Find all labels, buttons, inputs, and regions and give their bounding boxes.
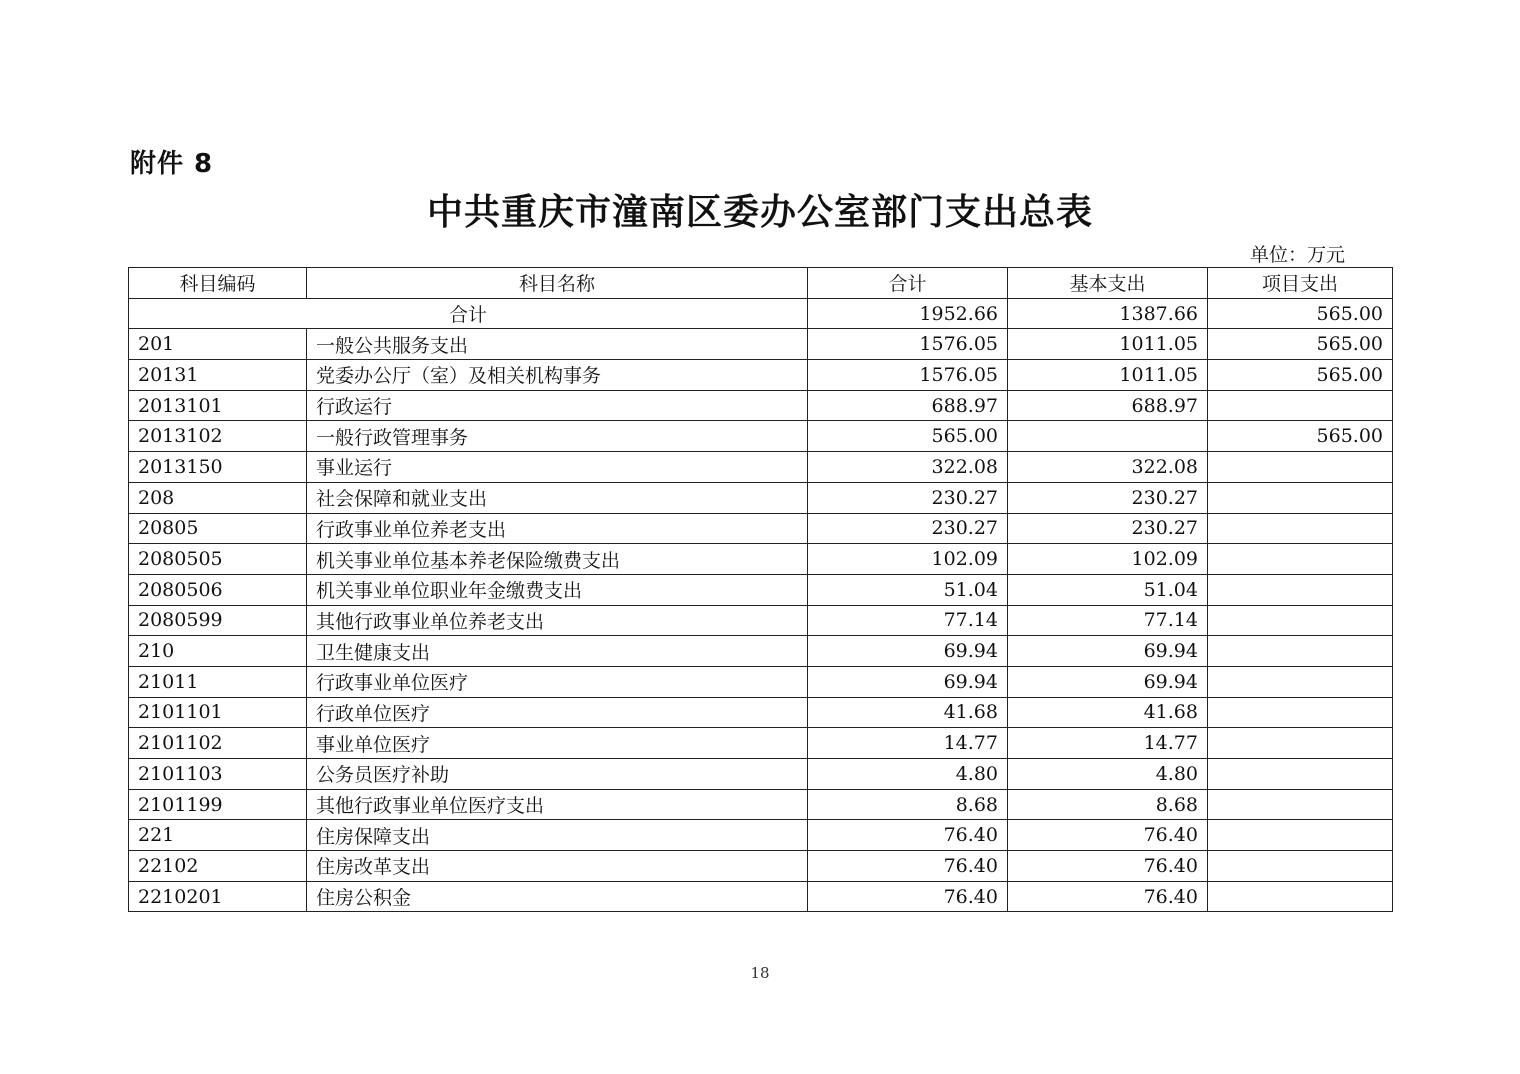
total-row-label: 合计 bbox=[129, 298, 808, 329]
cell-code: 20805 bbox=[129, 513, 307, 544]
table-row bbox=[129, 421, 1393, 452]
cell-name: 住房保障支出 bbox=[307, 820, 808, 851]
column-header-project: 项目支出 bbox=[1208, 268, 1393, 299]
cell-total: 77.14 bbox=[808, 605, 1008, 636]
cell-basic: 4.80 bbox=[1008, 759, 1208, 790]
cell-basic: 1011.05 bbox=[1008, 360, 1208, 391]
cell-basic: 322.08 bbox=[1008, 452, 1208, 483]
cell-code: 2101101 bbox=[129, 697, 307, 728]
cell-project bbox=[1208, 666, 1393, 697]
cell-total: 1576.05 bbox=[808, 329, 1008, 360]
page-title: 中共重庆市潼南区委办公室部门支出总表 bbox=[426, 192, 1093, 233]
table-row bbox=[129, 636, 1393, 667]
cell-name: 其他行政事业单位养老支出 bbox=[307, 605, 808, 636]
table-row bbox=[129, 666, 1393, 697]
cell-project bbox=[1208, 820, 1393, 851]
table-row bbox=[129, 360, 1393, 391]
cell-code: 2013150 bbox=[129, 452, 307, 483]
cell-code: 2080506 bbox=[129, 574, 307, 605]
cell-code: 22102 bbox=[129, 851, 307, 882]
cell-project bbox=[1208, 605, 1393, 636]
cell-project bbox=[1208, 452, 1393, 483]
cell-project bbox=[1208, 851, 1393, 882]
cell-basic: 230.27 bbox=[1008, 482, 1208, 513]
cell-total: 688.97 bbox=[808, 390, 1008, 421]
cell-basic: 1011.05 bbox=[1008, 329, 1208, 360]
table-row bbox=[129, 820, 1393, 851]
cell-basic: 8.68 bbox=[1008, 789, 1208, 820]
cell-code: 21011 bbox=[129, 666, 307, 697]
cell-total: 69.94 bbox=[808, 666, 1008, 697]
cell-project bbox=[1208, 390, 1393, 421]
table-row bbox=[129, 482, 1393, 513]
cell-basic: 69.94 bbox=[1008, 666, 1208, 697]
cell-basic: 76.40 bbox=[1008, 820, 1208, 851]
cell-total: 76.40 bbox=[808, 820, 1008, 851]
table-row bbox=[129, 759, 1393, 790]
cell-code: 2101199 bbox=[129, 789, 307, 820]
total-row-basic: 1387.66 bbox=[1008, 298, 1208, 329]
total-row-project: 565.00 bbox=[1208, 298, 1393, 329]
cell-project bbox=[1208, 697, 1393, 728]
cell-project: 565.00 bbox=[1208, 421, 1393, 452]
cell-code: 2013102 bbox=[129, 421, 307, 452]
cell-basic: 41.68 bbox=[1008, 697, 1208, 728]
cell-code: 2101103 bbox=[129, 759, 307, 790]
total-row-total: 1952.66 bbox=[808, 298, 1008, 329]
cell-total: 102.09 bbox=[808, 544, 1008, 575]
cell-name: 住房改革支出 bbox=[307, 851, 808, 882]
cell-name: 一般公共服务支出 bbox=[307, 329, 808, 360]
column-header-total: 合计 bbox=[808, 268, 1008, 299]
cell-total: 51.04 bbox=[808, 574, 1008, 605]
cell-basic: 230.27 bbox=[1008, 513, 1208, 544]
cell-code: 2210201 bbox=[129, 881, 307, 912]
table-row bbox=[129, 574, 1393, 605]
cell-basic: 76.40 bbox=[1008, 881, 1208, 912]
cell-total: 76.40 bbox=[808, 851, 1008, 882]
cell-project bbox=[1208, 759, 1393, 790]
cell-project: 565.00 bbox=[1208, 329, 1393, 360]
cell-name: 公务员医疗补助 bbox=[307, 759, 808, 790]
cell-basic: 69.94 bbox=[1008, 636, 1208, 667]
cell-code: 210 bbox=[129, 636, 307, 667]
cell-total: 1576.05 bbox=[808, 360, 1008, 391]
cell-project bbox=[1208, 728, 1393, 759]
column-header-code: 科目编码 bbox=[129, 268, 307, 299]
cell-total: 41.68 bbox=[808, 697, 1008, 728]
table-header-row bbox=[129, 268, 1393, 299]
cell-basic: 51.04 bbox=[1008, 574, 1208, 605]
unit-label: 单位：万元 bbox=[1250, 244, 1346, 266]
cell-project bbox=[1208, 881, 1393, 912]
table-row bbox=[129, 851, 1393, 882]
cell-name: 机关事业单位职业年金缴费支出 bbox=[307, 574, 808, 605]
column-header-name: 科目名称 bbox=[307, 268, 808, 299]
cell-total: 230.27 bbox=[808, 482, 1008, 513]
cell-code: 2013101 bbox=[129, 390, 307, 421]
cell-project bbox=[1208, 574, 1393, 605]
table-row bbox=[129, 789, 1393, 820]
table-row bbox=[129, 513, 1393, 544]
table-row bbox=[129, 452, 1393, 483]
attachment-label: 附件 8 bbox=[130, 149, 214, 179]
cell-name: 机关事业单位基本养老保险缴费支出 bbox=[307, 544, 808, 575]
cell-project bbox=[1208, 482, 1393, 513]
table-row bbox=[129, 605, 1393, 636]
cell-code: 2080505 bbox=[129, 544, 307, 575]
expense-table bbox=[128, 267, 1393, 912]
cell-name: 社会保障和就业支出 bbox=[307, 482, 808, 513]
table-row bbox=[129, 697, 1393, 728]
cell-total: 76.40 bbox=[808, 881, 1008, 912]
cell-total: 322.08 bbox=[808, 452, 1008, 483]
table-row bbox=[129, 544, 1393, 575]
cell-basic: 77.14 bbox=[1008, 605, 1208, 636]
cell-total: 8.68 bbox=[808, 789, 1008, 820]
table-row bbox=[129, 881, 1393, 912]
cell-code: 221 bbox=[129, 820, 307, 851]
cell-total: 565.00 bbox=[808, 421, 1008, 452]
cell-code: 2101102 bbox=[129, 728, 307, 759]
cell-code: 201 bbox=[129, 329, 307, 360]
cell-basic: 14.77 bbox=[1008, 728, 1208, 759]
cell-name: 行政单位医疗 bbox=[307, 697, 808, 728]
total-row bbox=[129, 298, 1393, 329]
table-row bbox=[129, 329, 1393, 360]
cell-total: 230.27 bbox=[808, 513, 1008, 544]
cell-name: 党委办公厅（室）及相关机构事务 bbox=[307, 360, 808, 391]
cell-basic: 102.09 bbox=[1008, 544, 1208, 575]
cell-code: 2080599 bbox=[129, 605, 307, 636]
cell-name: 事业单位医疗 bbox=[307, 728, 808, 759]
cell-name: 卫生健康支出 bbox=[307, 636, 808, 667]
cell-total: 69.94 bbox=[808, 636, 1008, 667]
cell-project bbox=[1208, 636, 1393, 667]
cell-name: 事业运行 bbox=[307, 452, 808, 483]
cell-basic: 688.97 bbox=[1008, 390, 1208, 421]
cell-name: 其他行政事业单位医疗支出 bbox=[307, 789, 808, 820]
table-row bbox=[129, 728, 1393, 759]
cell-project bbox=[1208, 789, 1393, 820]
cell-name: 行政事业单位医疗 bbox=[307, 666, 808, 697]
cell-basic: 76.40 bbox=[1008, 851, 1208, 882]
table-row bbox=[129, 390, 1393, 421]
cell-name: 一般行政管理事务 bbox=[307, 421, 808, 452]
page-number: 18 bbox=[750, 964, 770, 982]
cell-name: 住房公积金 bbox=[307, 881, 808, 912]
cell-name: 行政运行 bbox=[307, 390, 808, 421]
column-header-basic: 基本支出 bbox=[1008, 268, 1208, 299]
cell-basic bbox=[1008, 421, 1208, 452]
cell-total: 14.77 bbox=[808, 728, 1008, 759]
cell-code: 208 bbox=[129, 482, 307, 513]
cell-project bbox=[1208, 544, 1393, 575]
cell-project: 565.00 bbox=[1208, 360, 1393, 391]
cell-code: 20131 bbox=[129, 360, 307, 391]
cell-total: 4.80 bbox=[808, 759, 1008, 790]
cell-name: 行政事业单位养老支出 bbox=[307, 513, 808, 544]
cell-project bbox=[1208, 513, 1393, 544]
